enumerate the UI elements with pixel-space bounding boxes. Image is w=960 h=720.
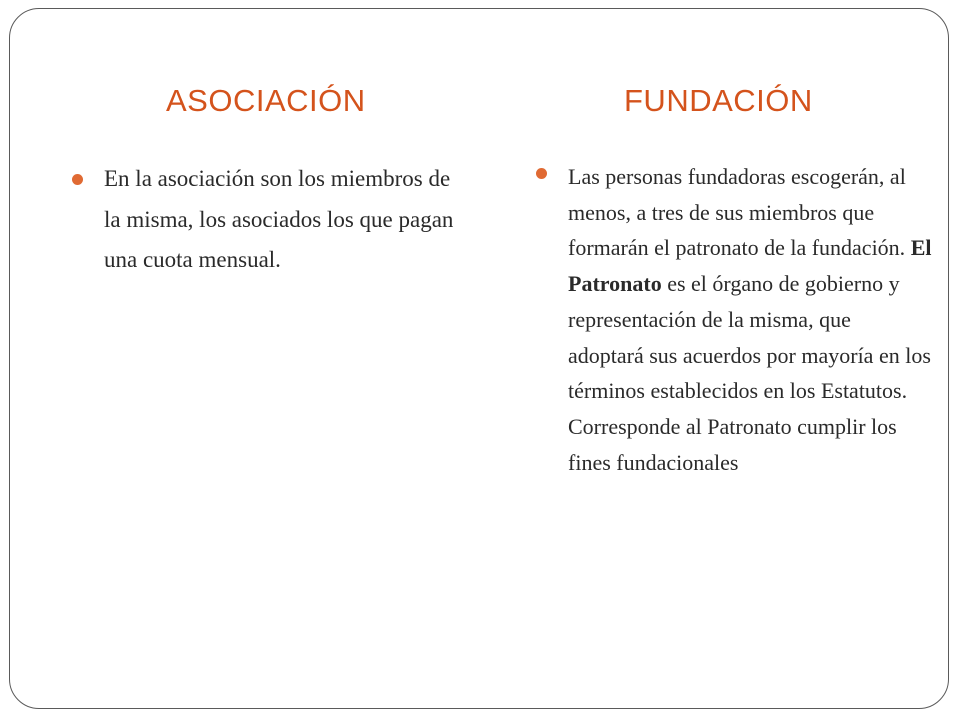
bold-text-patronato: El Patronato: [568, 235, 932, 297]
right-column: [532, 159, 932, 480]
bullet-text-fundacion-part2: es el órgano de gobierno y representación de la misma, que adoptará sus acuerdos por mayoría en los términos establecidos en los Estatutos. Corresponde al Patronato cumplir los fines fundacionales: [568, 271, 931, 475]
bullet-dot-icon: [536, 168, 547, 179]
bullet-text-asociacion: En la asociación son los miembros de la misma, los asociados los que pagan una cuota mensual.: [104, 166, 454, 272]
bullet-text-fundacion-part1: Las personas fundadoras escogerán, al menos, a tres de sus miembros que formarán el patronato de la fundación.: [568, 164, 911, 261]
bullet-item-fundacion: [532, 159, 932, 480]
slide-frame: [9, 8, 949, 709]
heading-asociacion: ASOCIACIÓN: [166, 83, 366, 118]
left-column: [70, 159, 470, 281]
bullet-item-asociacion: [70, 159, 470, 281]
heading-fundacion: FUNDACIÓN: [624, 83, 813, 118]
bullet-dot-icon: [72, 174, 83, 185]
